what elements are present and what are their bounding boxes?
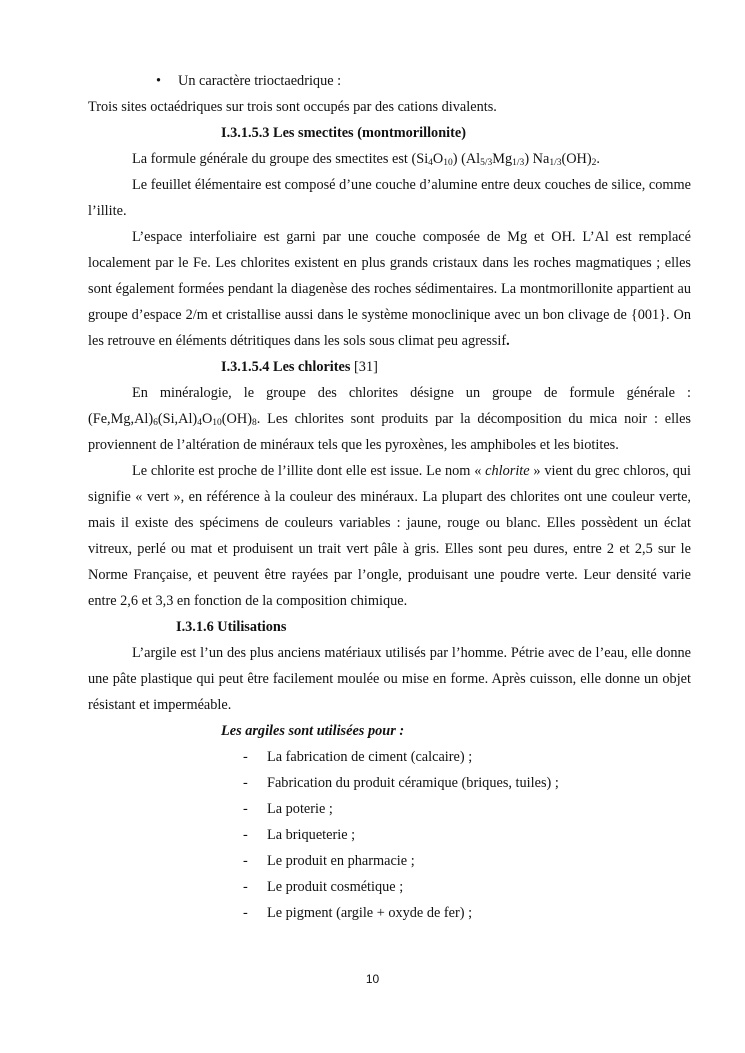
list-item (88, 796, 691, 822)
list-item-text: Le produit en pharmacie ; (267, 853, 415, 869)
dash-icon: - (243, 853, 248, 869)
dash-icon: - (243, 905, 248, 921)
list-item (88, 900, 691, 926)
heading-smectites: I.3.1.5.3 Les smectites (montmorillonite) (221, 125, 466, 141)
dash-icon: - (243, 827, 248, 843)
page-number: 10 (365, 972, 380, 986)
list-item-text: La fabrication de ciment (calcaire) ; (267, 749, 473, 765)
list-item (88, 848, 691, 874)
paragraph-argile: L’argile est l’un des plus anciens matériaux utilisés par l’homme. Pétrie avec de l’eau, elle donne une pâte plastique qui peut être facilement moulée ou mise en forme. Après cuisson, elle donne un objet résistant et imperméable. (88, 645, 691, 713)
paragraph-chlorite-definition: En minéralogie, le groupe des chlorites désigne un groupe de formule générale : $(Fe,Mg,Al)_6(Si,Al)_4O_{10}(OH)_8$. Les chlorites sont produits par la décomposition du mica noir : elles proviennent de l’altération de minéraux tels que les pyroxènes, les amphiboles et les biotites. (88, 385, 691, 453)
paragraph-interfoliaire: L’espace interfoliaire est garni par une couche composée de Mg et OH. L’Al est remplacé localement par le Fe. Les chlorites existent en plus grands cristaux dans les roches magmatiques ; elles sont également formées pendant la diagenèse des roches sédimentaires. La montmorillonite appartient au groupe d’espace 2/m et cristallise aussi dans le système monoclinique avec un bon clivage de {001}. On les retrouve en éléments détritiques dans les sols sous climat peu agressif. (88, 229, 691, 349)
page-body (88, 68, 691, 926)
paragraph-trioctaedrique: Trois sites octaédriques sur trois sont occupés par des cations divalents. (88, 99, 497, 115)
dash-icon: - (243, 879, 248, 895)
uses-lead: Les argiles sont utilisées pour : (221, 723, 405, 739)
list-item (88, 822, 691, 848)
dash-icon: - (243, 801, 248, 817)
uses-list (88, 744, 691, 926)
list-item-text: Fabrication du produit céramique (briques, tuiles) ; (267, 775, 559, 791)
dash-icon: - (243, 775, 248, 791)
list-item-text: La briqueterie ; (267, 827, 356, 843)
dash-icon: - (243, 749, 248, 765)
list-item (88, 744, 691, 770)
list-item-text: Le produit cosmétique ; (267, 879, 404, 895)
bullet-dot-icon: • (156, 73, 162, 89)
heading-utilisations: I.3.1.6 Utilisations (176, 619, 287, 635)
list-item-text: La poterie ; (267, 801, 333, 817)
paragraph-chlorite-description: Le chlorite est proche de l’illite dont elle est issue. Le nom « chlorite » vient du grec chloros, qui signifie « vert », en référence à la couleur des minéraux. La plupart des chlorites ont une couleur verte, mais il existe des spécimens de couleurs variables : jaune, rouge ou blanc. Elles possèdent un éclat vitreux, perlé ou mat et produisent un trait vert pâle à gris. Elles sont peu dures, entre 2 et 2,5 sur le Norme Française, et peuvent être rayées par l’ongle, produisant une poudre verte. Leur densité varie entre 2,6 et 3,3 en fonction de la composition chimique. (88, 463, 692, 609)
list-item (88, 770, 691, 796)
paragraph-feuillet: Le feuillet élémentaire est composé d’une couche d’alumine entre deux couches de silice, comme l’illite. (88, 177, 691, 219)
citation-ref: [31] (350, 359, 378, 375)
bullet-item: • Un caractère trioctaedrique : (88, 68, 691, 94)
list-item (88, 874, 691, 900)
list-item-text: Le pigment (argile + oxyde de fer) ; (267, 905, 473, 921)
paragraph-smectite-formula: La formule générale du groupe des smectites est $(Si_4O_{10})$ $(Al_{5/3}Mg_{1/3})$ $Na_{1/3}(OH)_2$. (132, 151, 600, 168)
heading-chlorites: I.3.1.5.4 Les chlorites [31] (221, 359, 378, 375)
